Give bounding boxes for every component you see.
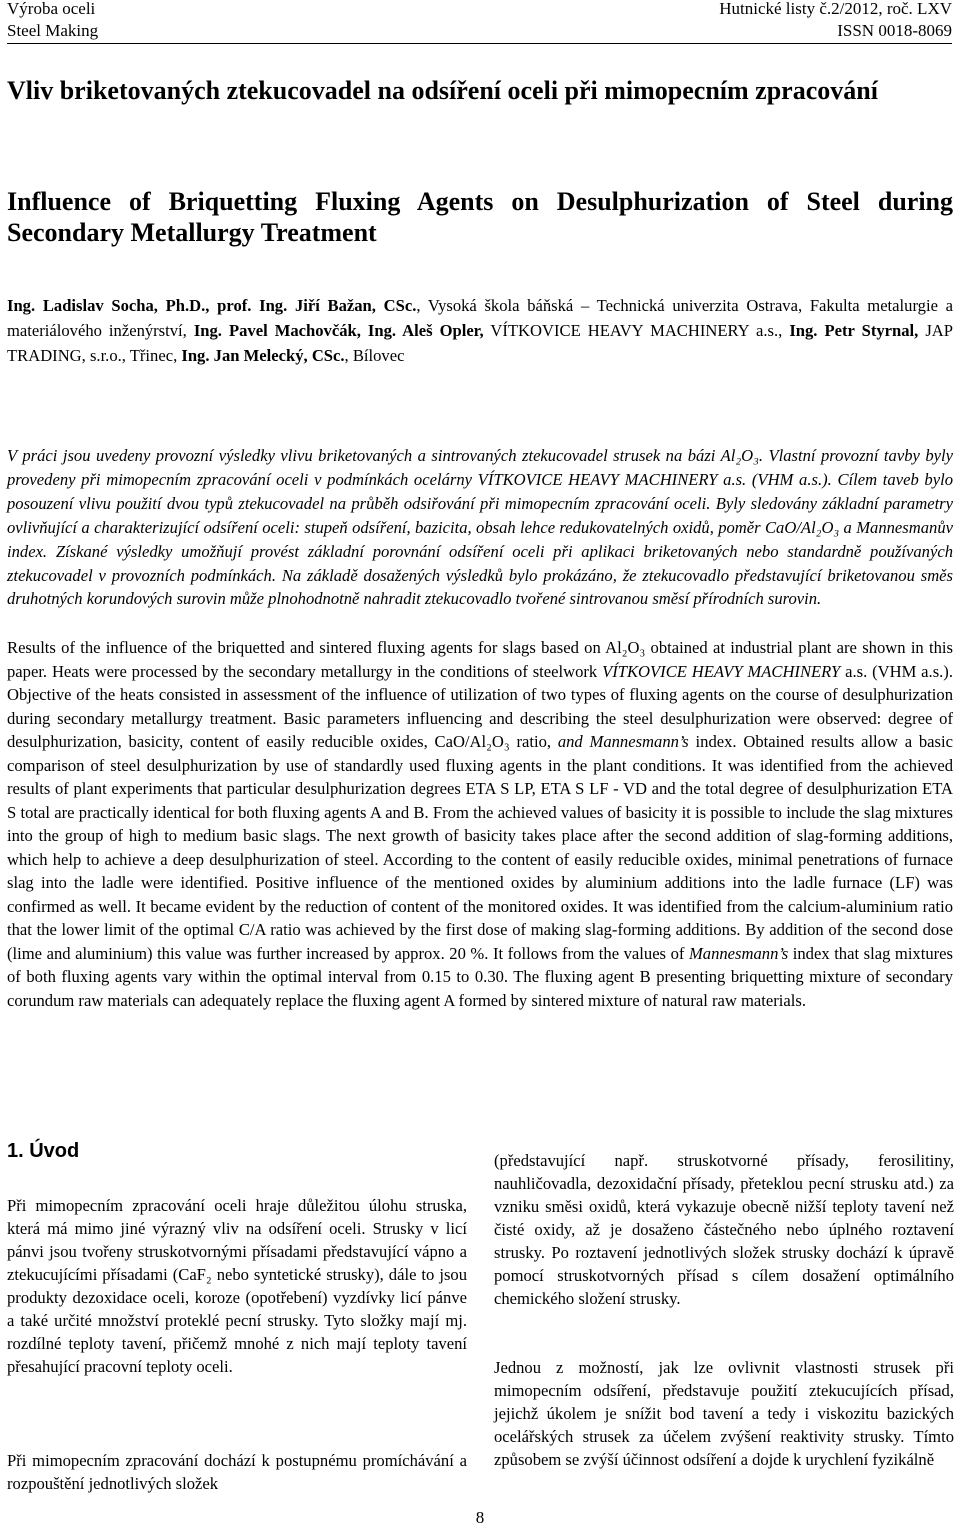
intro-left-paragraph-1: Při mimopecním zpracování oceli hraje důležitou úlohu struska, která má mimo jiné výrazný vliv na odsíření oceli. Strusky v licí pánvi jsou tvořeny struskotvornými přísadami představující vápno a ztekucujícími přísadami (CaF₂ nebo syntetické strusky), dále to jsou produkty dezoxidace oceli, koroze (opotřebení) vyzdívky licí pánve a také určité množství proteklé pecní strusky. Tyto složky mají mj. rozdílné teploty tavení, přičemž mnohé z nich mají teploty tavení přesahující pracovní teploty oceli.: [7, 1196, 467, 1376]
affiliation-4: , Bílovec: [344, 346, 405, 365]
intro-left-paragraph-2: Při mimopecním zpracování dochází k postupnému promíchávání a rozpouštění jednotlivých složek: [7, 1451, 467, 1493]
section-heading-intro: 1. Úvod: [7, 1140, 80, 1162]
page-number: 8: [475, 1508, 485, 1527]
title-english: Influence of Briquetting Fluxing Agents on Desulphurization of Steel during Secondary Metallurgy Treatment: [7, 187, 953, 247]
abstract-en-emph-2: and Mannesmann’s: [557, 732, 689, 751]
abstract-en-part-3: index. Obtained results allow a basic comparison of steel desulphurization by use of standardly used fluxing agents in the plant conditions. It was identified from the achieved results of plant experiments that particular desulphurization degrees ETA S LP, ETA S LF - VD and the total degree of desulphurization ETA S total are practically identical for both fluxing agents A and B. From the achieved values of basicity it is possible to include the slag mixtures into the group of high to medium basic slags. The next growth of basicity takes place after the second addition of slag-forming additions, which help to achieve a deep desulphurization of steel. According to the content of easily reducible oxides, minimal penetrations of furnace slag into the ladle were identified. Positive influence of the mentioned oxides by aluminium additions into the ladle furnace (LF) was confirmed as well. It became evident by the reduction of content of the monitored oxides. It was identified from the calcium-aluminium ratio that the lower limit of the optimal C/A ratio was achieved by the first dose of making slag-forming additions. By addition of the second dose (lime and aluminium) this value was further increased by approx. 20 %. It follows from the values of: [7, 732, 953, 963]
journal-issn: ISSN 0018-8069: [837, 21, 952, 40]
affiliation-3: JAP TRADING, s.r.o., Třinec,: [7, 321, 953, 365]
author-group-4: Ing. Jan Melecký, CSc.: [181, 346, 345, 365]
intro-right-paragraph-2: Jednou z možností, jak lze ovlivnit vlastnosti strusek při mimopecním odsíření, představuje použití ztekucujících přísad, jejichž úkolem je snížit bod tavení a tedy i viskozitu bazických ocelářských strusek za účelem zvýšení reaktivity strusky. Tímto způsobem se zvýší účinnost odsíření a dojde k urychlení fyzikálně: [494, 1358, 954, 1469]
author-group-3: Ing. Petr Styrnal,: [789, 321, 919, 340]
authors-block: [7, 293, 953, 368]
section-cz: Výroba oceli: [7, 0, 96, 18]
intro-right-paragraph-1: (představující např. struskotvorné přísady, ferosilitiny, nauhličovadla, dezoxidační přísady, přeteklou pecní strusku atd.) za vzniku směsi oxidů, která vykazuje obecně nižší teploty tavení než čisté oxidy, až je dosaženo částečného nebo úplného roztavení strusky. Po roztavení jednotlivých složek strusky dochází k úpravě pomocí struskotvorných přísad s cílem dosažení optimálního chemického složení strusky.: [494, 1151, 954, 1308]
journal-info: [719, 0, 952, 42]
title-czech: Vliv briketovaných ztekucovadel na odsíření oceli při mimopecním zpracování: [7, 76, 878, 105]
journal-section: [7, 0, 98, 42]
author-group-1: Ing. Ladislav Socha, Ph.D., prof. Ing. Jiří Bažan, CSc.: [7, 296, 417, 315]
abstract-czech: V práci jsou uvedeny provozní výsledky vlivu briketovaných a sintrovaných ztekucovadel strusek na bázi Al₂O₃. Vlastní provozní tavby byly provedeny při mimopecním zpracování oceli v podmínkách ocelárny VÍTKOVICE HEAVY MACHINERY a.s. (VHM a.s.). Cílem taveb bylo posouzení vlivu použití dvou typů ztekucovadel na průběh odsiřování při mimopecním zpracování oceli. Byly sledovány základní parametry ovlivňující a charakterizující odsíření oceli: stupeň odsíření, bazicita, obsah lehce redukovatelných oxidů, poměr CaO/Al₂O₃ a Mannesmanův index. Získané výsledky umožňují provést základní porovnání odsíření oceli při aplikaci briketovaných nebo standardně používaných ztekucovadel v provozních podmínkách. Na základě dosažených výsledků bylo prokázáno, že ztekucovadlo představující briketovanou směs druhotných korundových surovin může plnohodnotně nahradit ztekucovadlo tvořené sintrovanou směsí přírodních surovin.: [7, 446, 953, 609]
abstract-en-part-1: Results of the influence of the briquetted and sintered fluxing agents for slags based on Al₂O₃ obtained at industrial plant are shown in this paper. Heats were processed by the secondary metallurgy in the conditions of steelwork: [7, 638, 953, 681]
abstract-english: [7, 636, 953, 1012]
abstract-en-part-2: a.s. (VHM a.s.). Objective of the heats consisted in assessment of the influence of utilization of two types of fluxing agents on the course of desulphurization during secondary metallurgy treatment. Basic parameters influencing and describing the steel desulphurization were observed: degree of desulphurization, basicity, content of easily reducible oxides, CaO/Al₂O₃ ratio,: [7, 661, 953, 751]
journal-issue: Hutnické listy č.2/2012, roč. LXV: [719, 0, 952, 18]
abstract-en-emph-1: VÍTKOVICE HEAVY MACHINERY: [602, 661, 841, 681]
author-group-2: Ing. Pavel Machovčák, Ing. Aleš Opler,: [193, 321, 484, 340]
header-divider: [7, 43, 952, 44]
abstract-en-emph-3: Mannesmann’s: [688, 943, 789, 963]
affiliation-2: VÍTKOVICE HEAVY MACHINERY a.s.,: [483, 321, 790, 340]
affiliation-1: , Vysoká škola báňská – Technická univerzita Ostrava, Fakulta metalurgie a materiálového inženýrství,: [7, 296, 954, 340]
section-en: Steel Making: [7, 21, 99, 40]
abstract-en-part-4: index that slag mixtures of both fluxing agents vary within the optimal interval from 0.15 to 0.30. The fluxing agent B presenting briquetting mixture of secondary corundum raw materials can adequately replace the fluxing agent A formed by sintered mixture of natural raw materials.: [7, 943, 953, 1010]
